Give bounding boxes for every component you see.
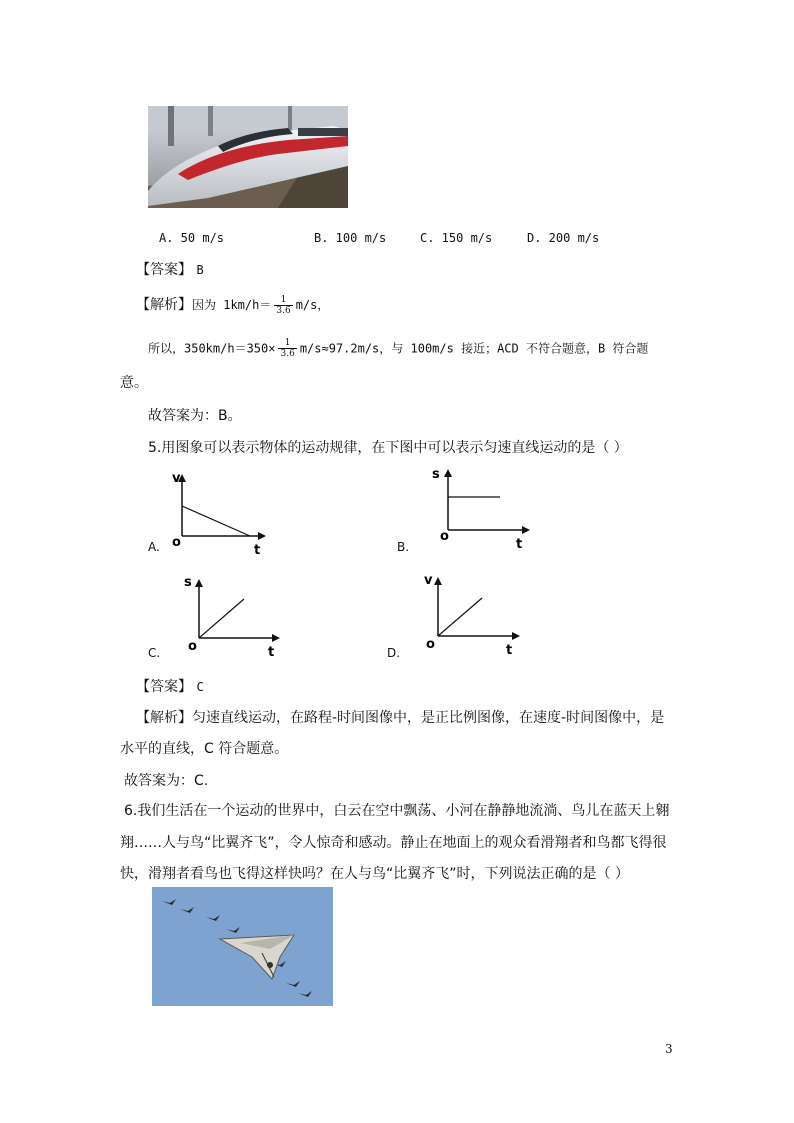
graph-c-origin: o	[188, 639, 197, 654]
analysis-label: 【解析】	[136, 710, 192, 726]
analysis-unit: m/s，	[295, 298, 330, 312]
fraction-numerator: 1	[274, 295, 292, 306]
q4-conversion-line	[148, 338, 648, 359]
answer-label: 【答案】	[136, 262, 192, 278]
fraction-numerator: 1	[278, 338, 296, 349]
graph-d-option: D.	[387, 646, 401, 660]
q5-final: 故答案为：C.	[124, 773, 209, 789]
graph-c-y-label: s	[184, 575, 192, 590]
graph-a-x-arrow	[258, 532, 266, 540]
graph-d-origin: o	[426, 637, 435, 652]
graph-b-option: B.	[397, 540, 410, 554]
q5-question: 5.用图象可以表示物体的运动规律，在下图中可以表示匀速直线运动的是（ ）	[148, 440, 628, 456]
q4-conversion-wrap: 意。	[120, 375, 148, 391]
q5-analysis-line1	[136, 707, 664, 727]
graph-a-x-label: t	[254, 543, 261, 556]
graph-a-y-label: v	[172, 471, 181, 486]
graph-b-y-label: s	[432, 467, 440, 482]
fraction-1-over-3.6	[278, 338, 296, 359]
graph-c-line	[199, 599, 244, 638]
graph-b-y-arrow	[444, 469, 452, 477]
option-a: A. 50 m/s	[159, 231, 225, 245]
fraction-denominator: 3.6	[276, 305, 291, 316]
graph-b-x-label: t	[516, 537, 523, 550]
graph-c-y-arrow	[195, 579, 203, 587]
graph-d-x-arrow	[512, 632, 520, 640]
q6-line3: 快，滑翔者看鸟也飞得这样快吗？在人与鸟“比翼齐飞”时，下列说法正确的是（ ）	[120, 866, 629, 882]
option-c: C. 150 m/s	[420, 231, 493, 245]
q4-analysis	[136, 294, 329, 316]
graph-a	[168, 466, 278, 556]
analysis-prefix: 因为 1km/h＝	[192, 298, 272, 312]
q6-line1: 6.我们生活在一个运动的世界中，白云在空中飘荡、小河在静静地流淌、鸟儿在蓝天上翱	[124, 803, 670, 819]
answer-value: B	[196, 263, 204, 277]
glider-illustration	[152, 887, 333, 1006]
q4-answer	[136, 259, 204, 279]
analysis-text: 匀速直线运动，在路程-时间图像中，是正比例图像，在速度-时间图像中，是	[192, 710, 665, 726]
graph-c	[180, 570, 290, 660]
graph-a-origin: o	[172, 535, 181, 550]
glider-birds-photo	[152, 887, 333, 1006]
graph-b-origin: o	[440, 529, 449, 544]
train-illustration	[148, 106, 348, 208]
q5-analysis-line2: 水平的直线，C 符合题意。	[120, 741, 289, 757]
glider-pilot	[267, 962, 273, 968]
graph-d-line	[438, 598, 482, 636]
analysis-label: 【解析】	[136, 297, 192, 313]
q4-final: 故答案为：B。	[148, 408, 242, 424]
fraction-1-over-3.6	[274, 295, 292, 316]
graph-c-x-arrow	[272, 634, 280, 642]
page-number: 3	[665, 1042, 673, 1056]
graph-d-y-label: v	[424, 573, 433, 588]
conversion-prefix: 所以，350km/h＝350×	[148, 341, 276, 356]
graph-a-line	[182, 506, 250, 536]
answer-value: C	[196, 680, 204, 694]
option-d: D. 200 m/s	[527, 231, 600, 245]
graph-c-x-label: t	[268, 645, 275, 660]
q6-line2: 翔……人与鸟“比翼齐飞”，令人惊奇和感动。静止在地面上的观众看滑翔者和鸟都飞得很	[120, 835, 667, 851]
graph-d-x-label: t	[506, 643, 513, 658]
q5-answer	[136, 676, 204, 696]
graph-b	[428, 460, 538, 550]
graph-c-option: C.	[148, 646, 161, 660]
option-b: B. 100 m/s	[314, 231, 387, 245]
fraction-denominator: 3.6	[280, 349, 295, 359]
graph-d	[418, 568, 528, 658]
conversion-suffix: m/s≈97.2m/s，与 100m/s 接近；ACD 不符合题意，B 符合题	[299, 341, 649, 356]
graph-d-y-arrow	[434, 577, 442, 585]
high-speed-train-photo	[148, 106, 348, 208]
answer-label: 【答案】	[136, 679, 192, 695]
graph-a-option: A.	[148, 540, 160, 554]
graph-b-x-arrow	[522, 526, 530, 534]
